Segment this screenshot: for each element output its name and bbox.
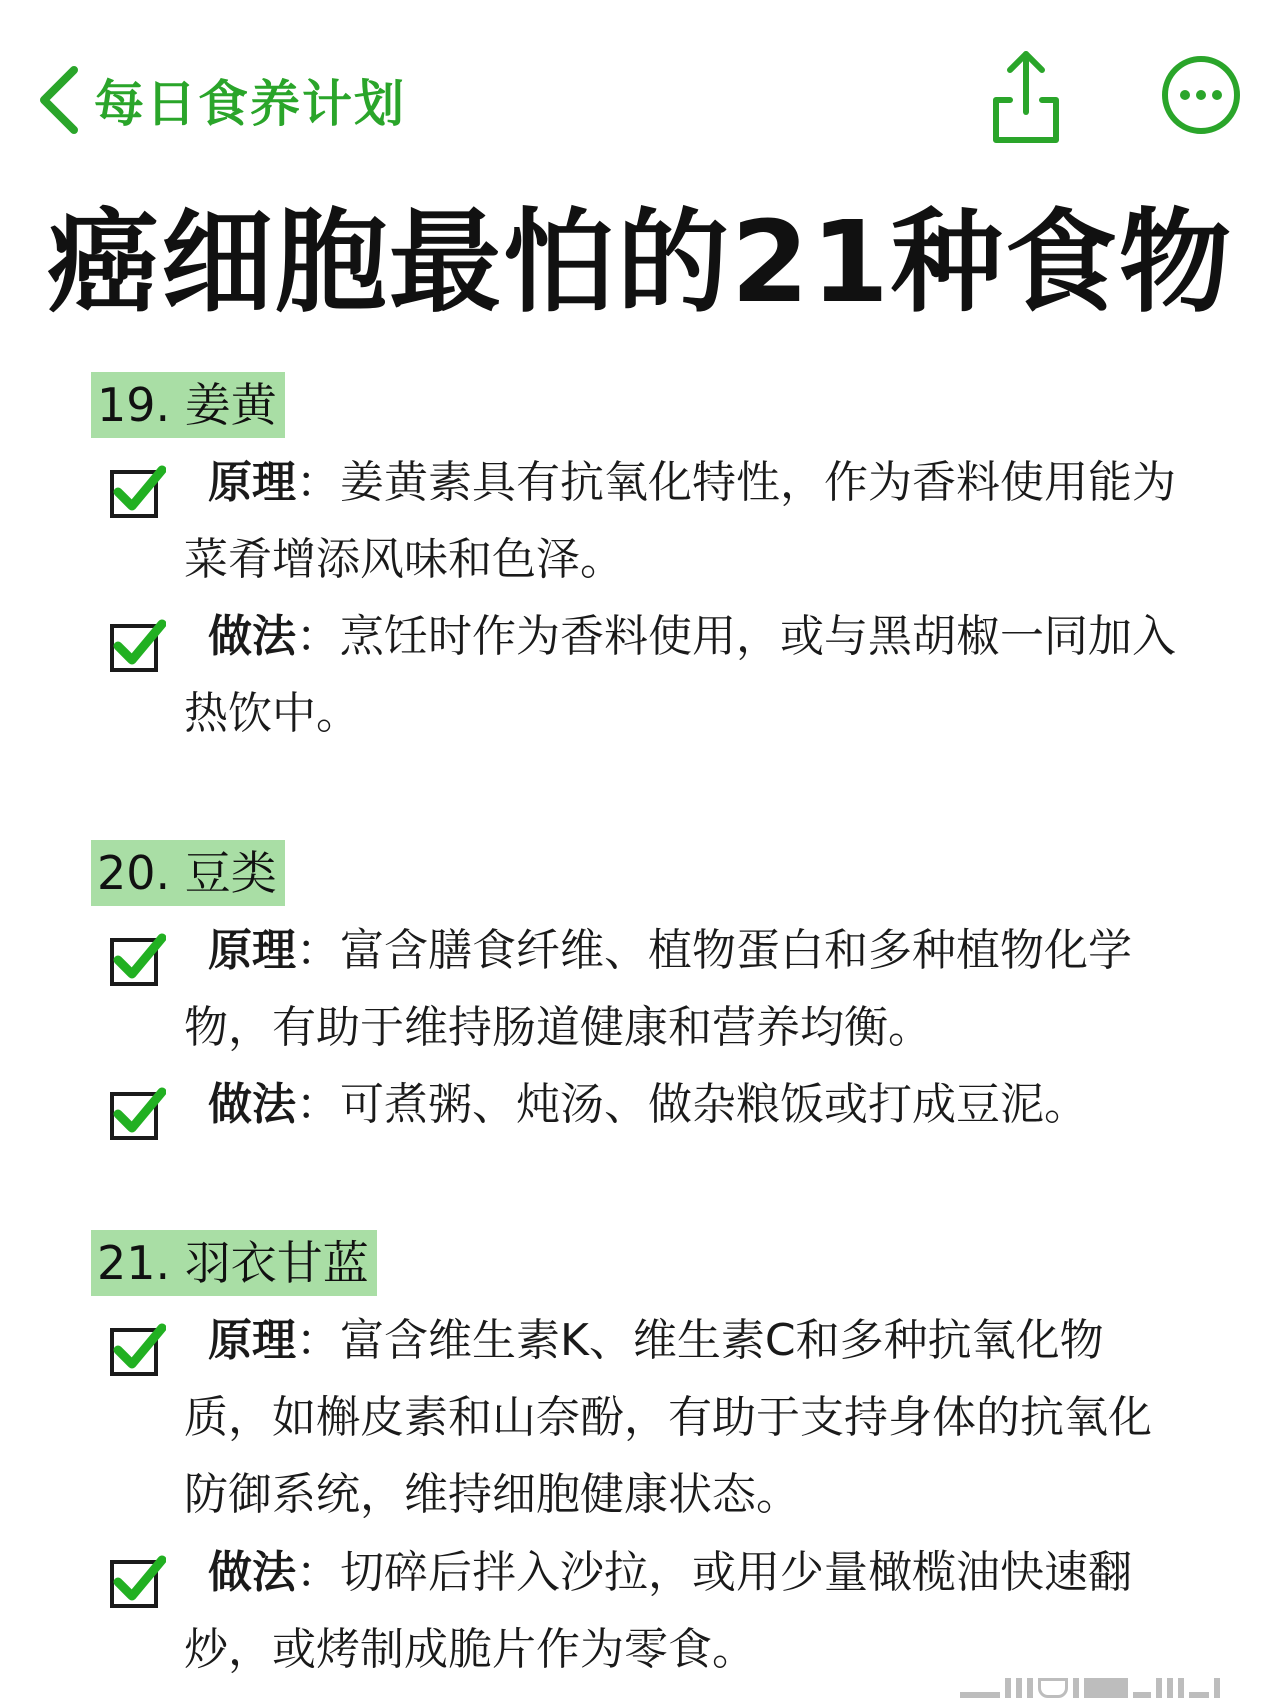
item-line: 热饮中。: [184, 688, 360, 739]
item-line: 可煮粥、炖汤、做杂粮饭或打成豆泥。: [340, 1079, 1088, 1130]
item-line: 炒，或烤制成脆片作为零食。: [184, 1624, 756, 1675]
item-label: 做法: [208, 1547, 296, 1598]
checkbox-checked-icon: [106, 616, 166, 676]
item-sep: ：: [296, 925, 340, 976]
item-sep: ：: [296, 1547, 340, 1598]
item-line: 烹饪时作为香料使用，或与黑胡椒一同加入: [340, 611, 1176, 662]
checkbox-checked-icon: [106, 1552, 166, 1612]
item-line: 富含膳食纤维、植物蛋白和多种植物化学: [340, 925, 1132, 976]
item-line: 物，有助于维持肠道健康和营养均衡。: [184, 1002, 932, 1053]
item-line: 质，如槲皮素和山奈酚，有助于支持身体的抗氧化: [184, 1392, 1152, 1443]
item-label: 做法: [208, 611, 296, 662]
section-heading: 21. 羽衣甘蓝: [91, 1230, 377, 1296]
item-line: 姜黄素具有抗氧化特性，作为香料使用能为: [340, 457, 1176, 508]
section-heading: 20. 豆类: [91, 840, 285, 906]
checkbox-checked-icon: [106, 930, 166, 990]
item-text: [184, 1066, 1264, 1143]
nav-bar: [0, 0, 1280, 190]
item-label: 原理: [208, 457, 296, 508]
chevron-left-icon: [36, 64, 80, 136]
item-text: [184, 1302, 1264, 1533]
item-text: [184, 598, 1264, 752]
page-title: 癌细胞最怕的21种食物: [47, 198, 1233, 328]
item-sep: ：: [296, 611, 340, 662]
item-sep: ：: [296, 457, 340, 508]
checkbox-checked-icon: [106, 1084, 166, 1144]
item-text: [184, 912, 1264, 1066]
section-heading: 19. 姜黄: [91, 372, 285, 438]
back-label: 每日食养计划: [94, 75, 406, 133]
item-text: [184, 1534, 1264, 1688]
item-label: 原理: [208, 1315, 296, 1366]
item-line: 防御系统，维持细胞健康状态。: [184, 1469, 800, 1520]
item-line: 菜肴增添风味和色泽。: [184, 534, 624, 585]
item-line: 切碎后拌入沙拉，或用少量橄榄油快速翻: [340, 1547, 1132, 1598]
item-line: 富含维生素K、维生素C和多种抗氧化物: [340, 1315, 1104, 1366]
more-icon: [1160, 121, 1242, 140]
more-button[interactable]: [1160, 54, 1242, 136]
item-sep: ：: [296, 1079, 340, 1130]
checkbox-checked-icon: [106, 1320, 166, 1380]
item-label: 做法: [208, 1079, 296, 1130]
share-icon: [978, 131, 1074, 150]
share-button[interactable]: [978, 46, 1074, 146]
item-label: 原理: [208, 925, 296, 976]
back-button[interactable]: [36, 60, 406, 140]
checkbox-checked-icon: [106, 462, 166, 522]
item-sep: ：: [296, 1315, 340, 1366]
item-text: [184, 444, 1264, 598]
watermark: [960, 1670, 1260, 1698]
